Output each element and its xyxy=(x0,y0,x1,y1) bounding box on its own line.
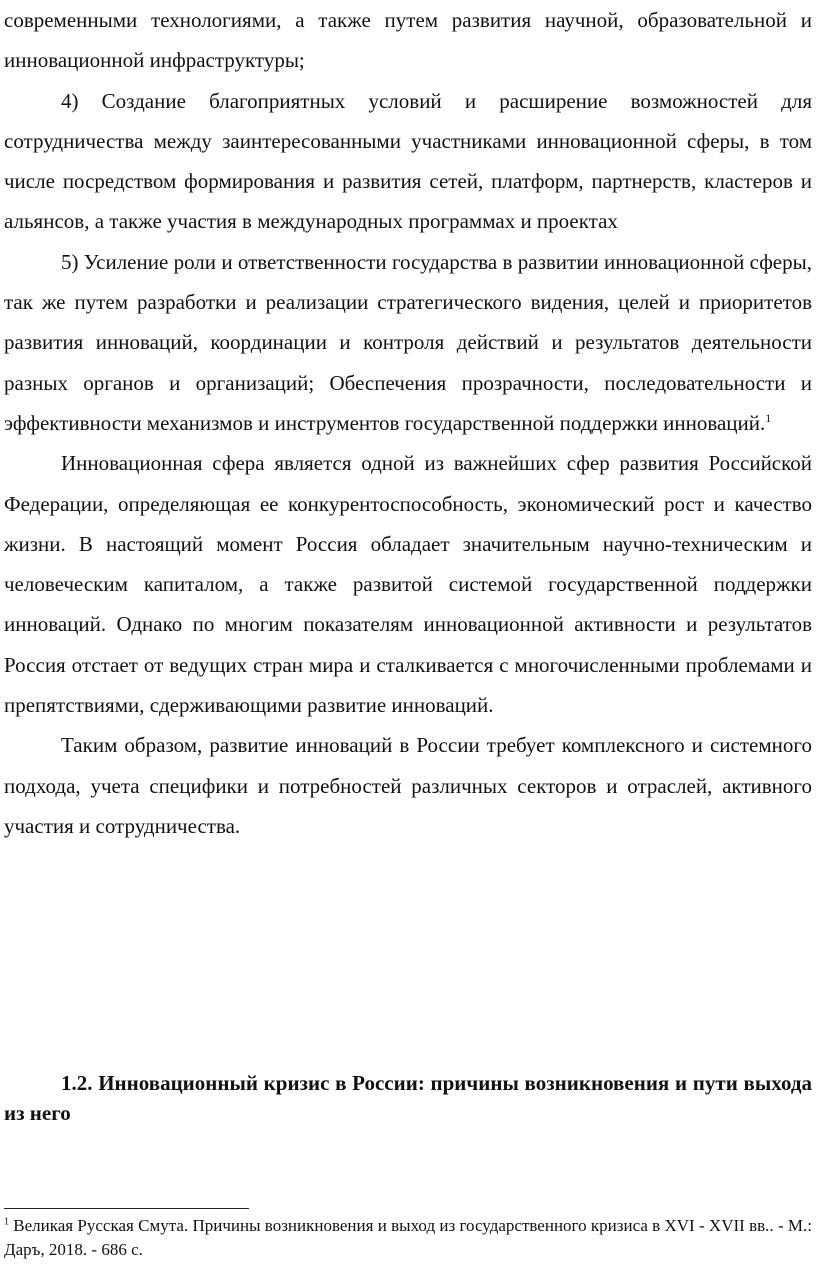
footnote-text: Великая Русская Смута. Причины возникновения и выход из государственного кризиса в XVI - XVII вв.. - М.: Даръ, 2018. - 686 с. xyxy=(4,1216,812,1259)
paragraph-continuation: современными технологиями, а также путем развития научной, образовательной и инновационной инфраструктуры; xyxy=(4,8,812,73)
paragraph-innovation-sphere: Инновационная сфера является одной из важнейших сфер развития Российской Федерации, определяющая ее конкурентоспособность, экономический рост и качество жизни. В настоящий момент Россия обладает значительным научно-техническим и человеческим капиталом, а также развитой системой государственной поддержки инноваций. Однако по многим показателям инновационной активности и результатов Россия отстает от ведущих стран мира и сталкивается с многочисленными проблемами и препятствиями, сдерживающими развитие инноваций. xyxy=(4,451,812,718)
footnote xyxy=(4,1214,812,1262)
paragraph-item-5-text: 5) Усиление роли и ответственности государства в развитии инновационной сферы, так же путем разработки и реализации стратегического видения, целей и приоритетов развития инноваций, координации и контроля действий и результатов деятельности разных органов и организаций; Обеспечения прозрачности, последовательности и эффективности механизмов и инструментов государственной поддержки инноваций. xyxy=(4,249,812,435)
paragraph-item-5 xyxy=(4,242,812,443)
section-heading: 1.2. Инновационный кризис в России: причины возникновения и пути выхода из него xyxy=(4,1071,812,1125)
footnote-divider xyxy=(4,1208,249,1209)
footnote-marker: 1 xyxy=(4,1216,9,1228)
paragraph-conclusion: Таким образом, развитие инноваций в России требует комплексного и системного подхода, учета специфики и потребностей различных секторов и отраслей, активного участия и сотрудничества. xyxy=(4,733,812,838)
body-text xyxy=(4,0,812,846)
paragraph-item-4: 4) Создание благоприятных условий и расширение возможностей для сотрудничества между заинтересованными участниками инновационной сферы, в том числе посредством формирования и развития сетей, платформ, партнерств, кластеров и альянсов, а также участия в международных программах и проектах xyxy=(4,88,812,234)
footnote-reference[interactable]: 1 xyxy=(765,410,772,425)
